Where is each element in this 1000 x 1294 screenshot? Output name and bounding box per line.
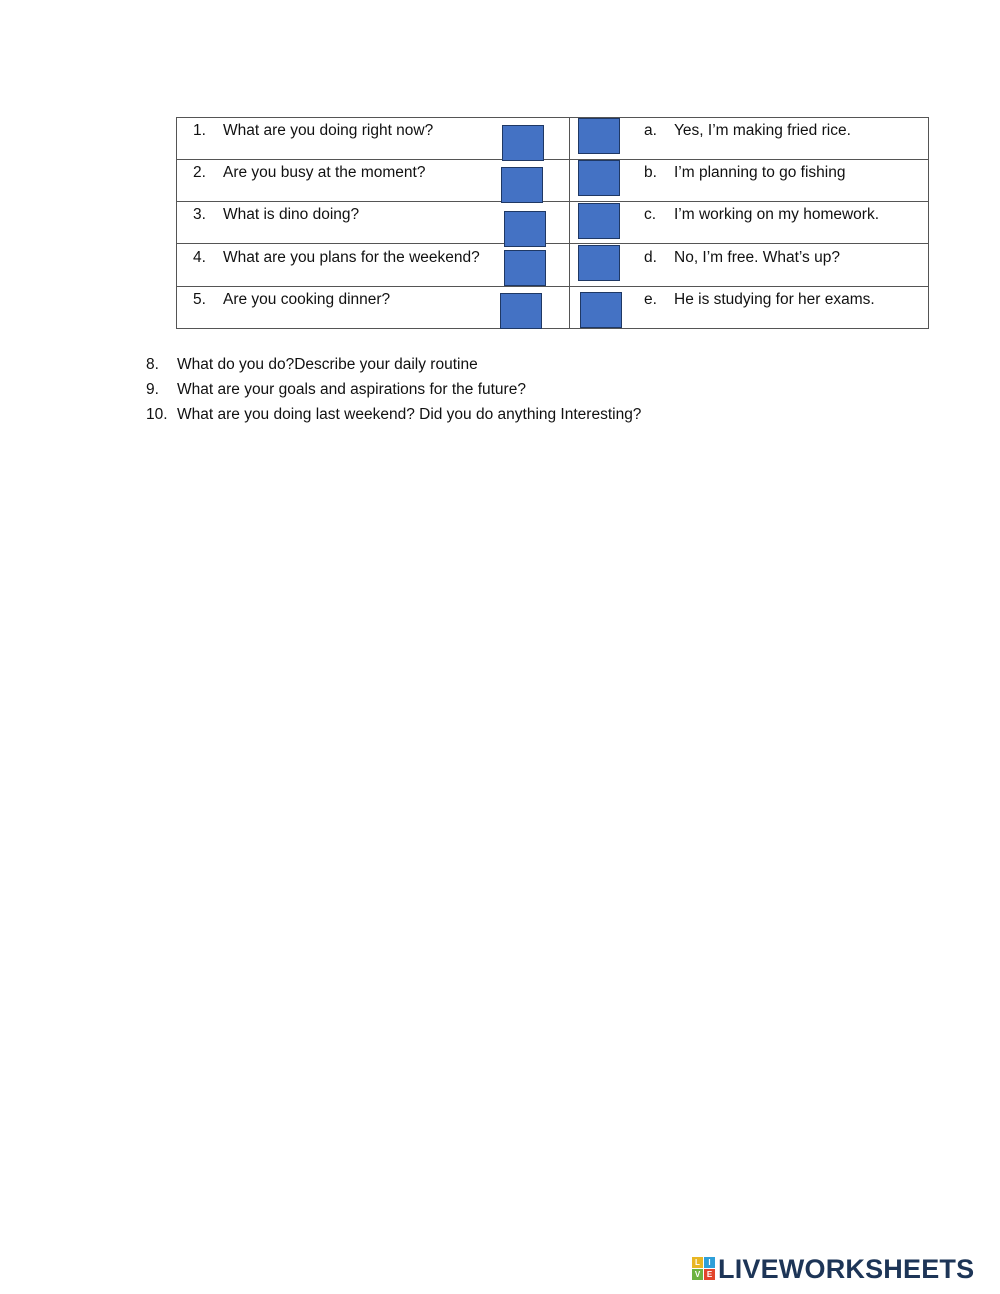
question-2-match-box[interactable] — [501, 167, 543, 203]
question-4-match-box[interactable] — [504, 250, 546, 286]
answer-c-match-box[interactable] — [578, 203, 620, 239]
question-number: 8. — [146, 356, 159, 373]
answer-letter: b. — [644, 164, 657, 181]
answer-a-match-box[interactable] — [578, 118, 620, 154]
question-text: Are you busy at the moment? — [223, 164, 426, 181]
answer-b-match-box[interactable] — [578, 160, 620, 196]
answer-letter: c. — [644, 206, 657, 223]
answer-e-match-box[interactable] — [580, 292, 622, 328]
answer-letter: a. — [644, 122, 657, 139]
table-row — [177, 160, 928, 202]
answer-text: He is studying for her exams. — [674, 291, 875, 308]
logo-mark-letter: V — [692, 1269, 703, 1280]
question-number: 5. — [193, 291, 206, 308]
logo-mark-icon — [692, 1257, 716, 1281]
question-number: 2. — [193, 164, 206, 181]
logo-text: LIVEWORKSHEETS — [718, 1254, 975, 1284]
answer-text: No, I’m free. What’s up? — [674, 249, 840, 266]
table-row — [177, 287, 928, 329]
question-number: 3. — [193, 206, 206, 223]
question-3-match-box[interactable] — [504, 211, 546, 247]
question-number: 4. — [193, 249, 206, 266]
answer-text: I’m working on my homework. — [674, 206, 880, 223]
question-text: What is dino doing? — [223, 206, 360, 223]
question-number: 1. — [193, 122, 206, 139]
answer-text: I’m planning to go fishing — [674, 164, 846, 181]
answer-d-match-box[interactable] — [578, 245, 620, 281]
logo-mark-letter: E — [704, 1269, 715, 1280]
matching-table — [176, 117, 929, 329]
logo-mark-letter: I — [704, 1257, 715, 1268]
question-text: What do you do?Describe your daily routine — [177, 356, 478, 373]
liveworksheets-logo — [692, 1255, 974, 1283]
answer-letter: d. — [644, 249, 657, 266]
question-text: Are you cooking dinner? — [223, 291, 391, 308]
logo-mark-letter: L — [692, 1257, 703, 1268]
question-text: What are you doing right now? — [223, 122, 434, 139]
question-number: 9. — [146, 381, 159, 398]
table-row — [177, 118, 928, 160]
question-text: What are you doing last weekend? Did you do anything Interesting? — [177, 406, 642, 423]
question-text: What are your goals and aspirations for the future? — [177, 381, 526, 398]
question-5-match-box[interactable] — [500, 293, 542, 329]
question-1-match-box[interactable] — [502, 125, 544, 161]
question-text: What are you plans for the weekend? — [223, 249, 480, 266]
table-row — [177, 245, 928, 287]
answer-text: Yes, I’m making fried rice. — [674, 122, 851, 139]
question-number: 10. — [146, 406, 168, 423]
answer-letter: e. — [644, 291, 657, 308]
table-row — [177, 202, 928, 244]
